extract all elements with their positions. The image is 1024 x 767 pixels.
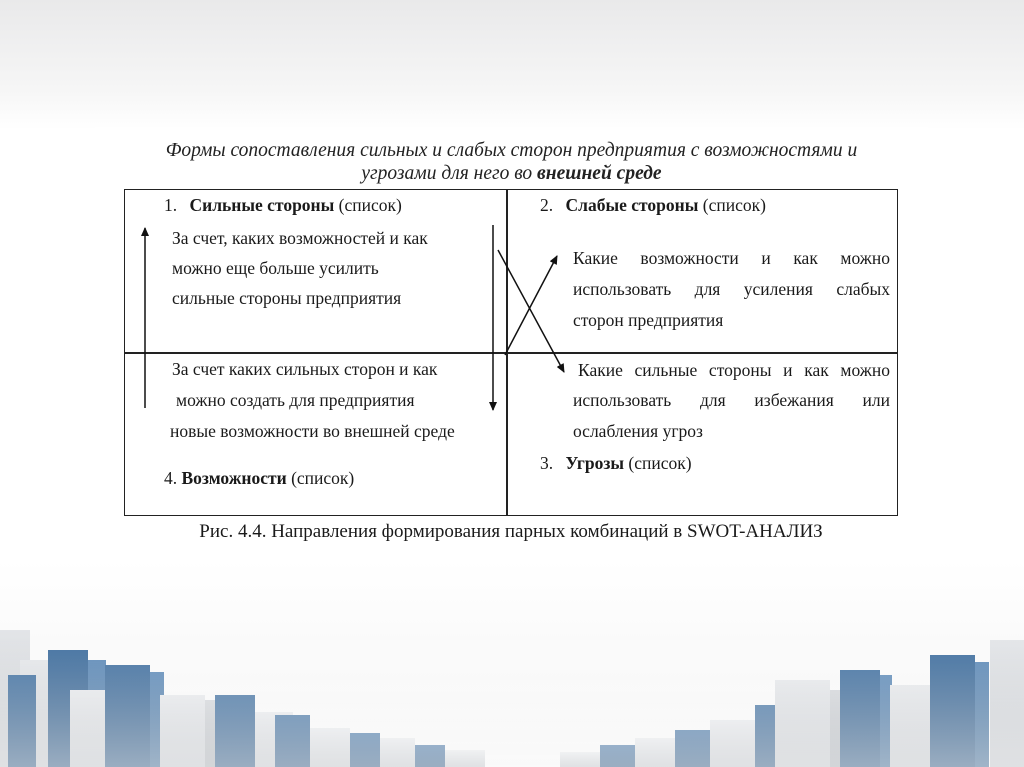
strengths-line-3: сильные стороны предприятия <box>172 288 402 308</box>
threats-suffix: (список) <box>624 453 692 473</box>
strengths-heading <box>164 197 402 215</box>
opportunities-line-2: можно создать для предприятия <box>176 390 415 410</box>
opportunities-heading <box>164 470 354 488</box>
weaknesses-number: 2. <box>540 195 554 215</box>
strengths-line-2: можно еще больше усилить <box>172 258 379 278</box>
threats-title: Угрозы <box>565 453 625 473</box>
figure-title-bold: внешней среде <box>537 163 662 184</box>
threats-line-1: Какие сильные стороны и как можно <box>578 360 890 380</box>
opportunities-number: 4. <box>164 468 182 488</box>
figure-title-prefix: угрозами для него во <box>361 163 538 184</box>
opportunities-suffix: (список) <box>286 468 355 488</box>
weaknesses-title: Слабые стороны <box>565 195 699 215</box>
weaknesses-line-3: сторон предприятия <box>573 310 724 330</box>
table-horizontal-divider <box>124 352 898 354</box>
weaknesses-line-1: Какие возможности и как можно <box>573 248 890 268</box>
opportunities-line-1: За счет каких сильных сторон и как <box>172 359 438 379</box>
figure-caption: Рис. 4.4. Направления формирования парных комбинаций в SWOT-АНАЛИЗ <box>199 521 823 542</box>
strengths-number: 1. <box>164 195 178 215</box>
weaknesses-heading <box>540 197 766 215</box>
figure-title-line-2 <box>95 163 928 185</box>
strengths-line-1: За счет, каких возможностей и как <box>172 228 428 248</box>
strengths-suffix: (список) <box>334 195 402 215</box>
threats-heading <box>540 455 692 473</box>
strengths-title: Сильные стороны <box>189 195 335 215</box>
opportunities-line-3: новые возможности во внешней среде <box>170 421 455 441</box>
weaknesses-suffix: (список) <box>698 195 766 215</box>
threats-line-3: ослабления угроз <box>573 421 703 441</box>
weaknesses-line-2: использовать для усиления слабых <box>573 279 890 299</box>
threats-line-2: использовать для избежания или <box>573 390 890 410</box>
figure-title-line-1: Формы сопоставления сильных и слабых сторон предприятия с возможностями и <box>165 140 858 161</box>
threats-number: 3. <box>540 453 554 473</box>
opportunities-title: Возможности <box>181 468 287 488</box>
